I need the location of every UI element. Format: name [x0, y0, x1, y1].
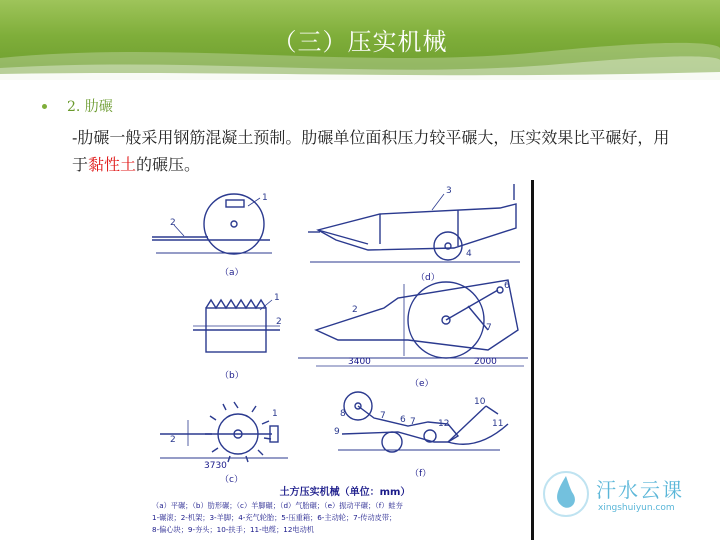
label-b: （b） — [220, 371, 244, 381]
callout-6f: 6 — [400, 415, 406, 425]
bullet-dot-icon — [42, 104, 47, 109]
callout-2e: 2 — [352, 305, 358, 315]
callout-11: 11 — [492, 419, 504, 429]
paragraph-text-2: 的碾压。 — [136, 155, 201, 174]
callout-2a: 2 — [170, 218, 176, 228]
callout-6: 6 — [504, 281, 510, 291]
dim-3730: 3730 — [204, 461, 227, 471]
callout-1c: 1 — [272, 409, 278, 419]
page-title: （三）压实机械 — [272, 28, 448, 56]
callout-2c: 2 — [170, 435, 176, 445]
paragraph-text-1: -肋碾一般采用钢筋混凝土预制。肋碾单位面积压力较平碾大，压实效果比平碾好，用于 — [72, 128, 670, 174]
callout-10: 10 — [474, 397, 486, 407]
figure-legend — [152, 500, 530, 536]
callout-1a: 1 — [262, 193, 268, 203]
label-e: （e） — [410, 379, 434, 389]
pneumatic-roller-drawing — [308, 184, 520, 262]
body-paragraph — [72, 124, 682, 178]
callout-7f: 7 — [380, 411, 386, 421]
label-d: （d） — [416, 273, 440, 283]
paragraph-highlight: 黏性土 — [88, 155, 137, 174]
callout-7: 7 — [486, 323, 492, 333]
dim-2000: 2000 — [474, 357, 497, 367]
callout-12: 12 — [438, 419, 450, 429]
callout-1b: 1 — [274, 293, 280, 303]
sheepsfoot-roller-drawing — [160, 402, 288, 462]
callout-7f2: 7 — [410, 417, 416, 427]
legend-line-3: 8-偏心块；9-夯头；10-扶手；11-电缆；12电动机 — [152, 525, 314, 534]
legend-line-2: 1-碾滚；2-机架；3-羊脚；4-充气轮胎；5-压重箱；6-主动轮；7-传动皮带； — [152, 513, 397, 522]
ribbed-roller-drawing — [193, 300, 280, 352]
dim-3400: 3400 — [348, 357, 371, 367]
label-f: （f） — [410, 469, 432, 479]
title-banner — [0, 0, 720, 80]
vibratory-roller-drawing — [298, 280, 528, 366]
vertical-divider — [531, 180, 534, 540]
callout-9: 9 — [334, 427, 340, 437]
label-a: （a） — [220, 268, 244, 278]
callout-8: 8 — [340, 409, 346, 419]
bullet-item — [42, 96, 113, 116]
callout-2b: 2 — [276, 317, 282, 327]
logo-text: 汗水云课 — [596, 478, 684, 502]
bullet-text: 2. 肋碾 — [67, 99, 113, 115]
callout-3: 3 — [446, 186, 452, 196]
label-c: （c） — [220, 475, 243, 485]
logo-url: xingshuiyun.com — [598, 503, 675, 513]
callout-4: 4 — [466, 249, 472, 259]
legend-line-1: （a）平碾；（b）肋形碾；（c）羊脚碾；（d）气胎碾；（e）振动平碾；（f）蛙夯 — [152, 501, 403, 510]
figure-caption: 土方压实机械（单位：mm） — [279, 487, 411, 498]
